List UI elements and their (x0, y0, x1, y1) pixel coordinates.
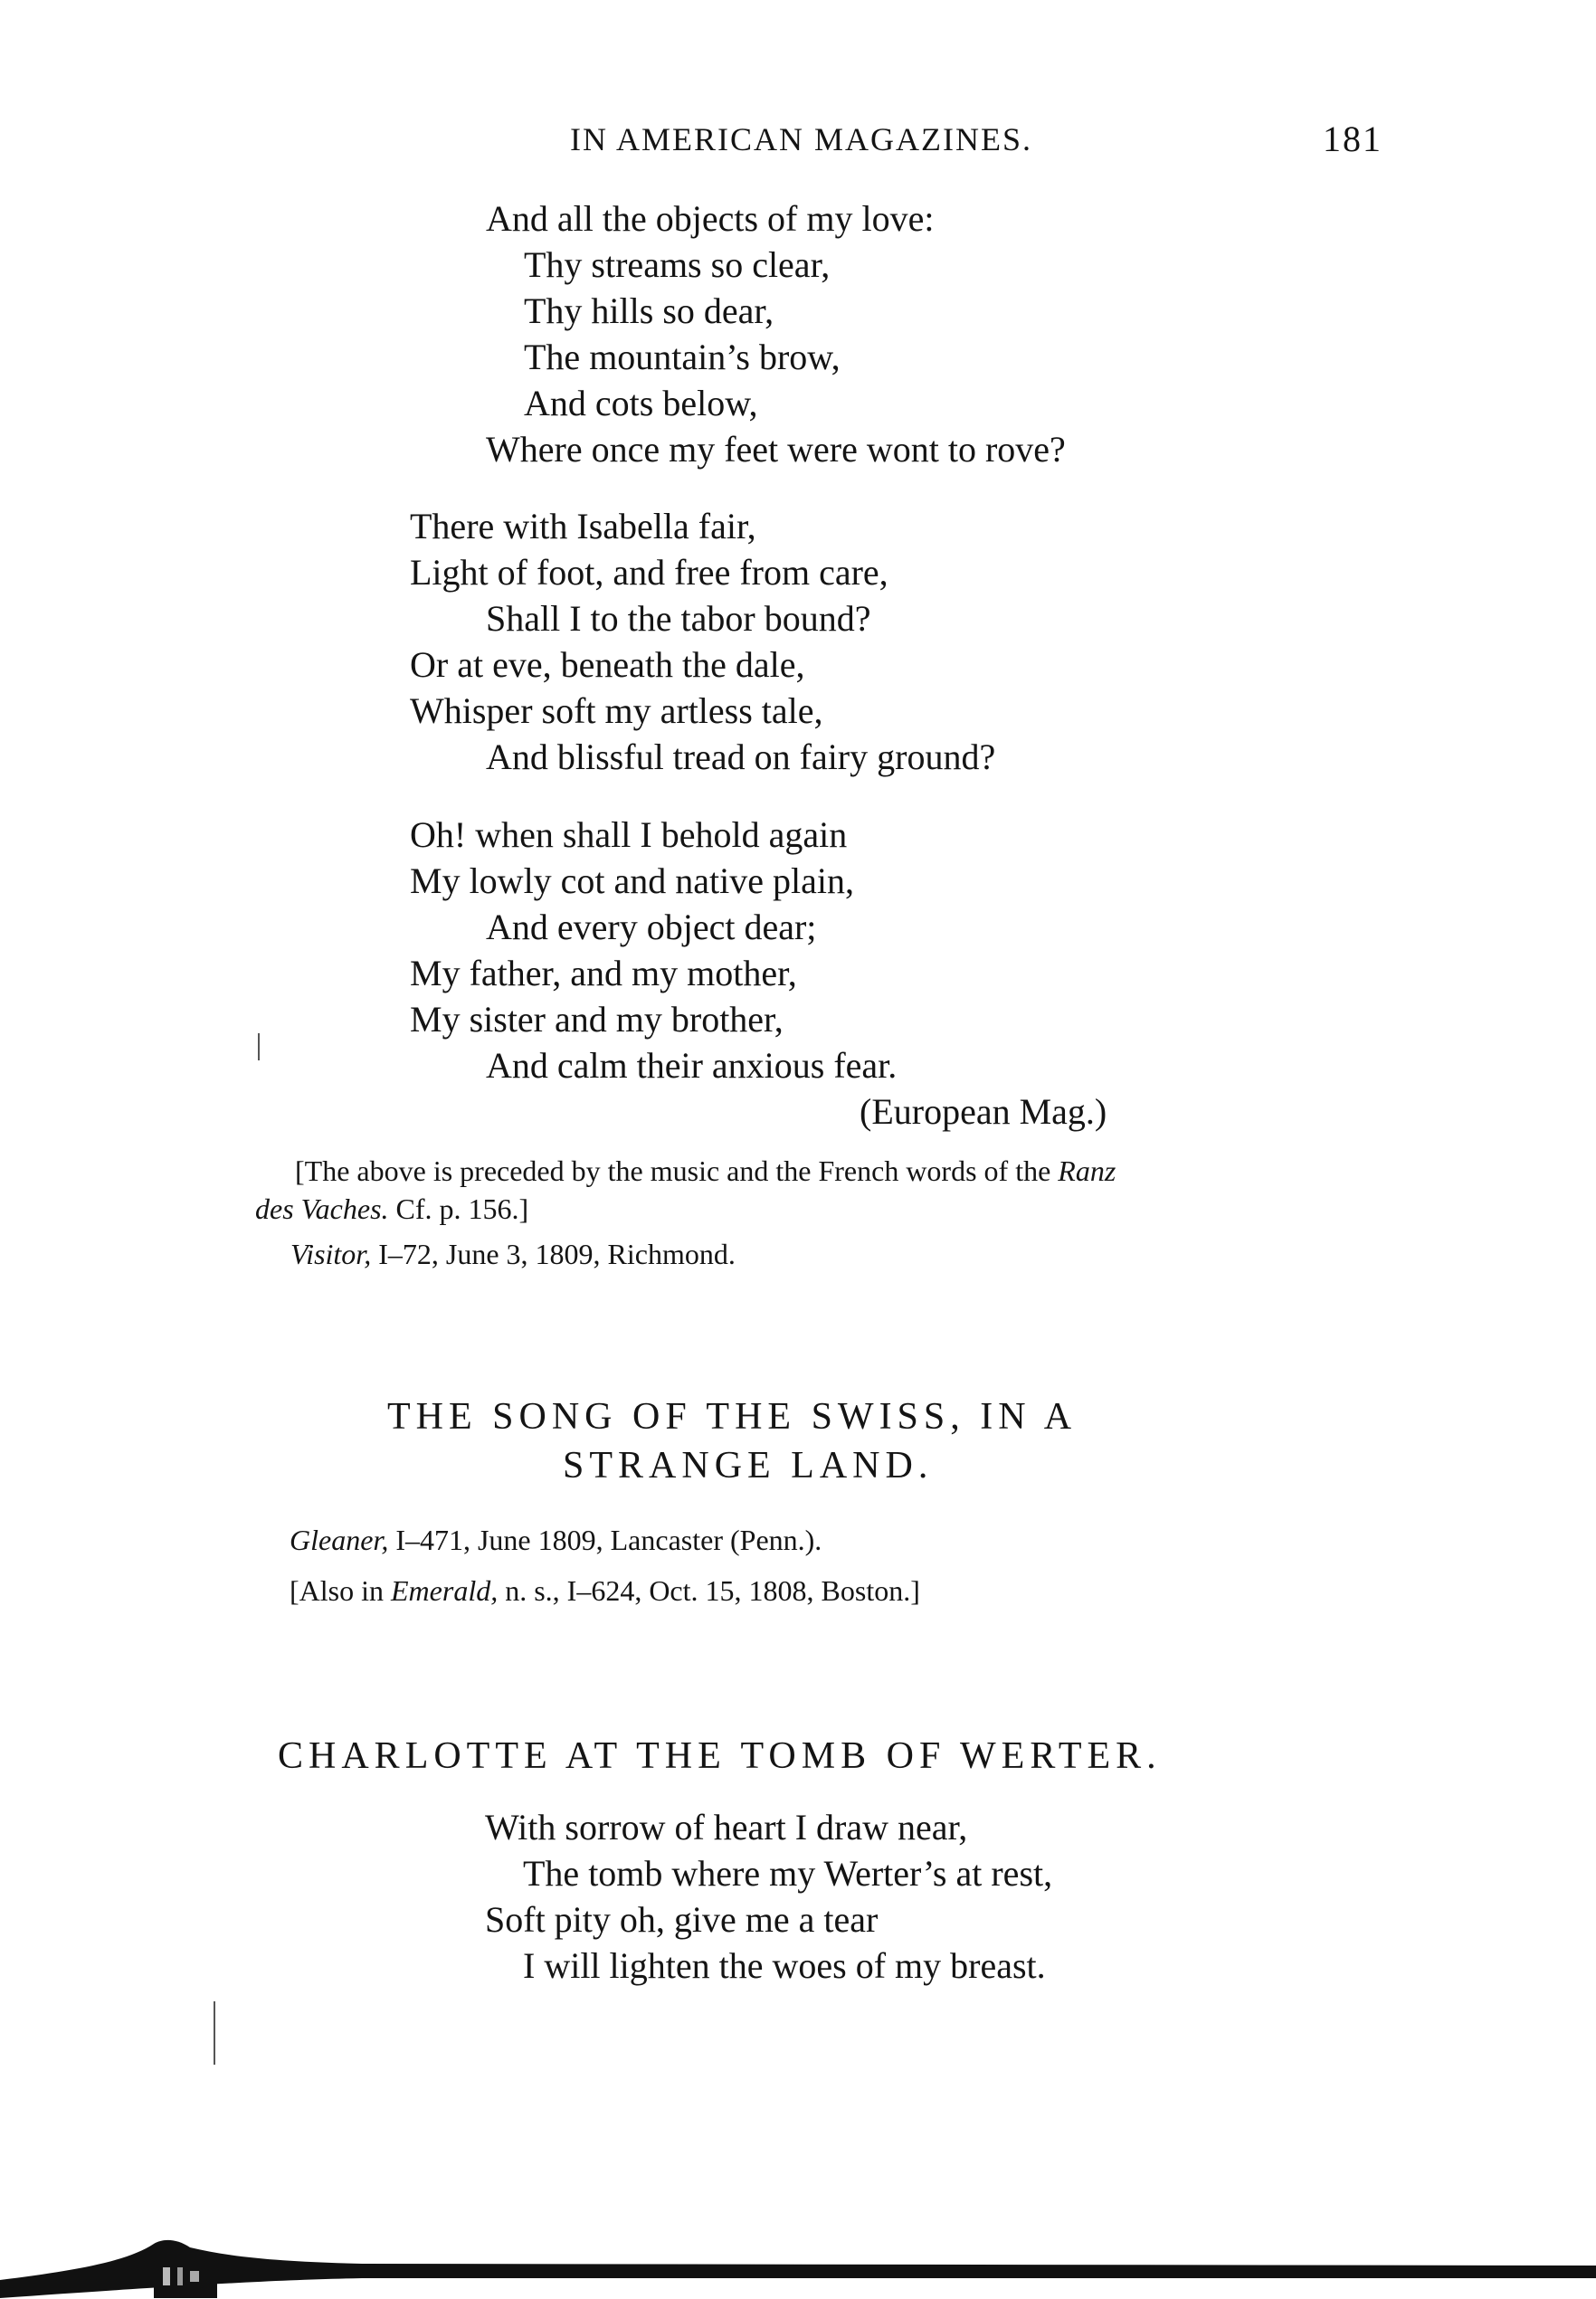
note-term-ranz: Ranz (1058, 1154, 1116, 1187)
page-number: 181 (1323, 119, 1382, 159)
scan-mark (258, 1033, 260, 1060)
citation-emerald (290, 1572, 920, 1609)
section-title-werter: CHARLOTTE AT THE TOMB OF WERTER. (278, 1735, 1162, 1777)
verse-line: And blissful tread on fairy ground? (486, 736, 996, 777)
running-head: IN AMERICAN MAGAZINES. (570, 121, 1032, 157)
verse-line: Soft pity oh, give me a tear (485, 1899, 879, 1940)
verse-line: Shall I to the tabor bound? (486, 598, 871, 639)
note-prefix: [The above is preceded by the music and the French words of the (295, 1154, 1059, 1187)
verse-line: Oh! when shall I behold again (410, 814, 848, 855)
verse-line: My sister and my brother, (410, 999, 784, 1040)
section-title-swiss-line-1: THE SONG OF THE SWISS, IN A (387, 1396, 1078, 1438)
note-suffix: Cf. p. 156.] (388, 1192, 529, 1225)
verse-line: Thy streams so clear, (524, 244, 831, 285)
citation-prefix: [Also in (290, 1574, 391, 1607)
verse-line: And all the objects of my love: (486, 198, 935, 239)
verse-line: Light of foot, and free from care, (410, 552, 888, 593)
verse-line: And every object dear; (486, 907, 817, 947)
citation-visitor (290, 1236, 736, 1272)
verse-line: Thy hills so dear, (524, 290, 774, 331)
verse-line: With sorrow of heart I draw near, (485, 1807, 968, 1848)
editorial-note (295, 1153, 1386, 1189)
verse-line: The mountain’s brow, (524, 337, 841, 377)
attribution: (European Mag.) (860, 1091, 1107, 1132)
verse-line: Or at eve, beneath the dale, (410, 644, 805, 685)
page-binding-edge (0, 2208, 1596, 2299)
verse-line: I will lighten the woes of my breast. (523, 1945, 1046, 1986)
verse-line: My lowly cot and native plain, (410, 860, 855, 901)
citation-details: I–471, June 1809, Lancaster (Penn.). (388, 1524, 822, 1556)
verse-line: My father, and my mother, (410, 953, 797, 993)
citation-details: n. s., I–624, Oct. 15, 1808, Boston.] (498, 1574, 920, 1607)
citation-details: I–72, June 3, 1809, Richmond. (371, 1238, 736, 1270)
verse-line: Where once my feet were wont to rove? (486, 429, 1066, 470)
verse-line: There with Isabella fair, (410, 506, 756, 546)
citation-journal: Visitor, (290, 1238, 372, 1270)
citation-gleaner (290, 1522, 822, 1558)
citation-journal: Emerald, (391, 1574, 499, 1607)
scan-mark (214, 2001, 215, 2065)
citation-journal: Gleaner, (290, 1524, 389, 1556)
note-term-vaches: des Vaches. (255, 1192, 389, 1225)
verse-line: Whisper soft my artless tale, (410, 690, 823, 731)
editorial-note-cont (255, 1191, 528, 1227)
section-title-swiss-line-2: STRANGE LAND. (563, 1445, 934, 1487)
verse-line: And calm their anxious fear. (486, 1045, 898, 1086)
verse-line: The tomb where my Werter’s at rest, (523, 1853, 1053, 1894)
verse-line: And cots below, (524, 383, 758, 423)
